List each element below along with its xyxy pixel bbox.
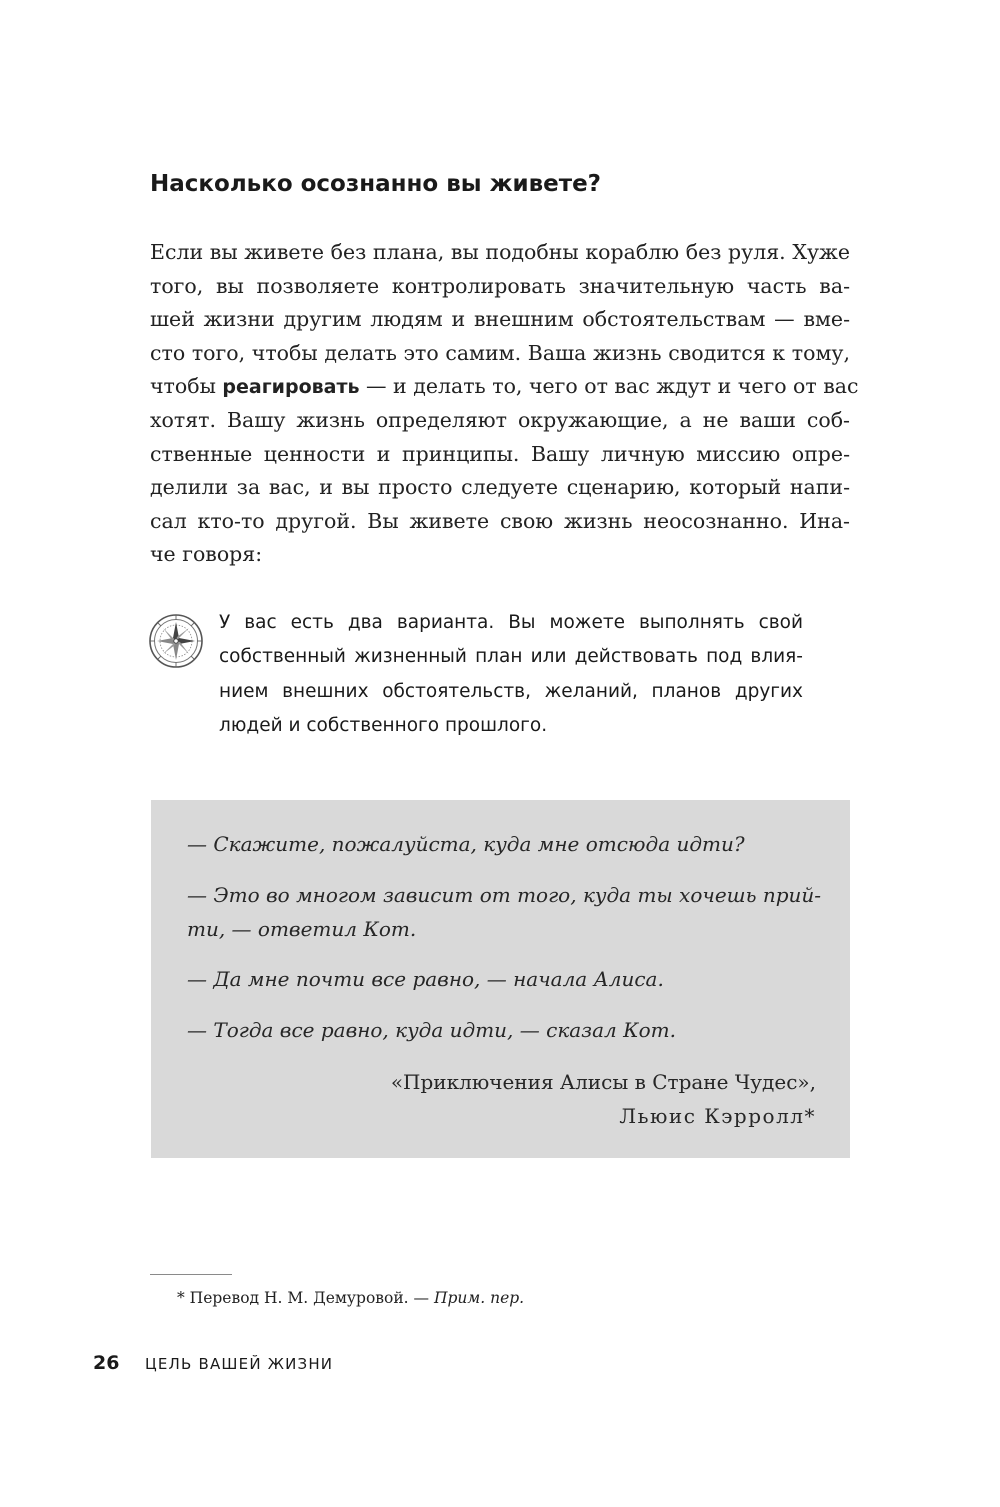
quote-line: — Тогда все равно, куда идти, — сказал Кот. bbox=[187, 1018, 676, 1042]
emphasis-text: реагировать bbox=[222, 376, 360, 399]
body-line: хотят. Вашу жизнь определяют окружающие, а не ваши соб- bbox=[150, 407, 850, 432]
quote-source: «Приключения Алисы в Стране Чудес», bbox=[390, 1070, 816, 1094]
quote-author: Льюис Кэрролл* bbox=[619, 1104, 816, 1128]
footnote-note: Прим. пер. bbox=[433, 1289, 525, 1307]
body-paragraph bbox=[150, 236, 859, 572]
callout-line: собственный жизненный план или действовать под влия- bbox=[219, 646, 803, 668]
quote-line: ти, — ответил Кот. bbox=[187, 917, 417, 941]
body-line: Если вы живете без плана, вы подобны кораблю без руля. Хуже bbox=[150, 240, 850, 264]
body-text-segment: чтобы bbox=[150, 374, 223, 399]
callout-line: людей и собственного прошлого. bbox=[219, 715, 548, 737]
key-idea-callout bbox=[219, 606, 803, 744]
footnote bbox=[177, 1286, 524, 1310]
body-text-segment: — и делать то, чего от вас ждут и чего от вас bbox=[359, 374, 859, 399]
body-line: сал кто-то другой. Вы живете свою жизнь неосознанно. Ина- bbox=[150, 508, 850, 533]
body-line: че говоря: bbox=[150, 542, 263, 567]
quote-line: — Скажите, пожалуйста, куда мне отсюда идти? bbox=[187, 832, 745, 856]
quote-line: — Это во многом зависит от того, куда ты хочешь прий- bbox=[187, 883, 822, 907]
body-line bbox=[150, 370, 859, 404]
page-number: 26 bbox=[93, 1352, 120, 1374]
footnote-text: * Перевод Н. М. Демуровой. — bbox=[177, 1289, 434, 1307]
body-line: сто того, чтобы делать это самим. Ваша жизнь сводится к тому, bbox=[150, 340, 850, 365]
body-line: ственные ценности и принципы. Вашу личную миссию опре- bbox=[150, 441, 850, 466]
body-line: того, вы позволяете контролировать значительную часть ва- bbox=[150, 273, 850, 298]
footnote-divider bbox=[150, 1274, 232, 1275]
quote-box bbox=[151, 800, 850, 1158]
running-head: ЦЕЛЬ ВАШЕЙ ЖИЗНИ bbox=[145, 1355, 334, 1373]
quote-line: — Да мне почти все равно, — начала Алиса. bbox=[187, 967, 664, 991]
body-line: делили за вас, и вы просто следуете сценарию, который напи- bbox=[150, 475, 850, 500]
body-line: шей жизни другим людям и внешним обстоятельствам — вме- bbox=[150, 307, 850, 332]
section-heading: Насколько осознанно вы живете? bbox=[150, 171, 602, 197]
callout-line: У вас есть два варианта. Вы можете выполнять свой bbox=[219, 612, 803, 633]
callout-line: нием внешних обстоятельств, желаний, планов других bbox=[219, 680, 803, 702]
compass-icon bbox=[148, 613, 204, 669]
